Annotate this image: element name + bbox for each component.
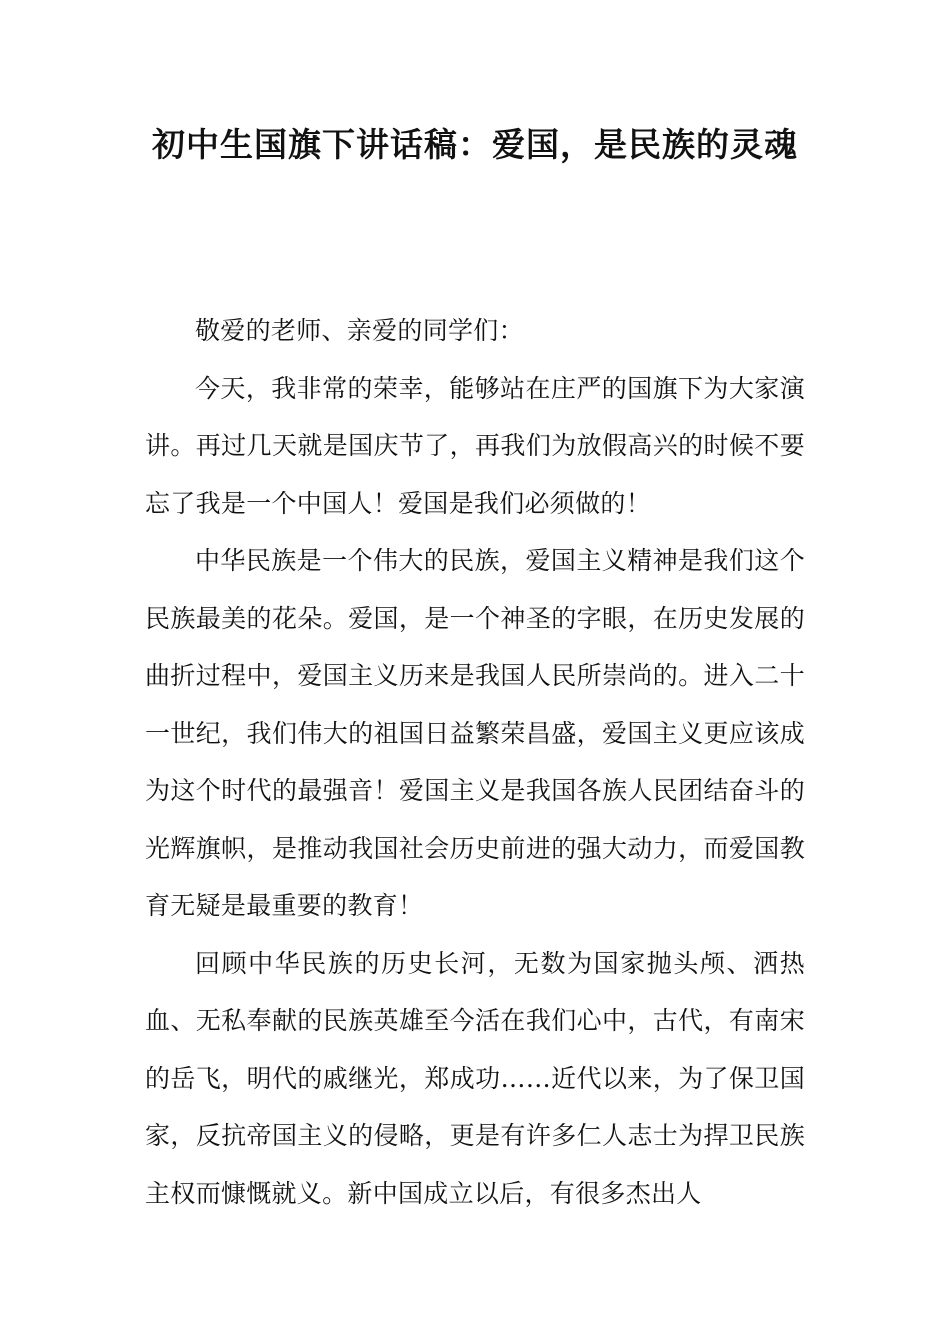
body-paragraph: 中华民族是一个伟大的民族，爱国主义精神是我们这个民族最美的花朵。爱国，是一个神圣的字眼，在历史发展的曲折过程中，爱国主义历来是我国人民所崇尚的。进入二十一世纪，我们伟大的祖国日益繁荣昌盛，爱国主义更应该成为这个时代的最强音！爱国主义是我国各族人民团结奋斗的光辉旗帜，是推动我国社会历史前进的强大动力，而爱国教育无疑是最重要的教育！ bbox=[145, 546, 805, 920]
body-paragraph: 回顾中华民族的历史长河，无数为国家抛头颅、洒热血、无私奉献的民族英雄至今活在我们心中，古代，有南宋的岳飞，明代的戚继光，郑成功……近代以来，为了保卫国家，反抗帝国主义的侵略，更是有许多仁人志士为捍卫民族主权而慷慨就义。新中国成立以后，有很多杰出人 bbox=[145, 948, 805, 1208]
body-paragraph: 今天，我非常的荣幸，能够站在庄严的国旗下为大家演讲。再过几天就是国庆节了，再我们为放假高兴的时候不要忘了我是一个中国人！爱国是我们必须做的！ bbox=[145, 373, 805, 518]
greeting-paragraph: 敬爱的老师、亲爱的同学们： bbox=[195, 316, 524, 345]
document-title: 初中生国旗下讲话稿：爱国，是民族的灵魂 bbox=[152, 125, 798, 164]
document-body bbox=[145, 302, 805, 1222]
